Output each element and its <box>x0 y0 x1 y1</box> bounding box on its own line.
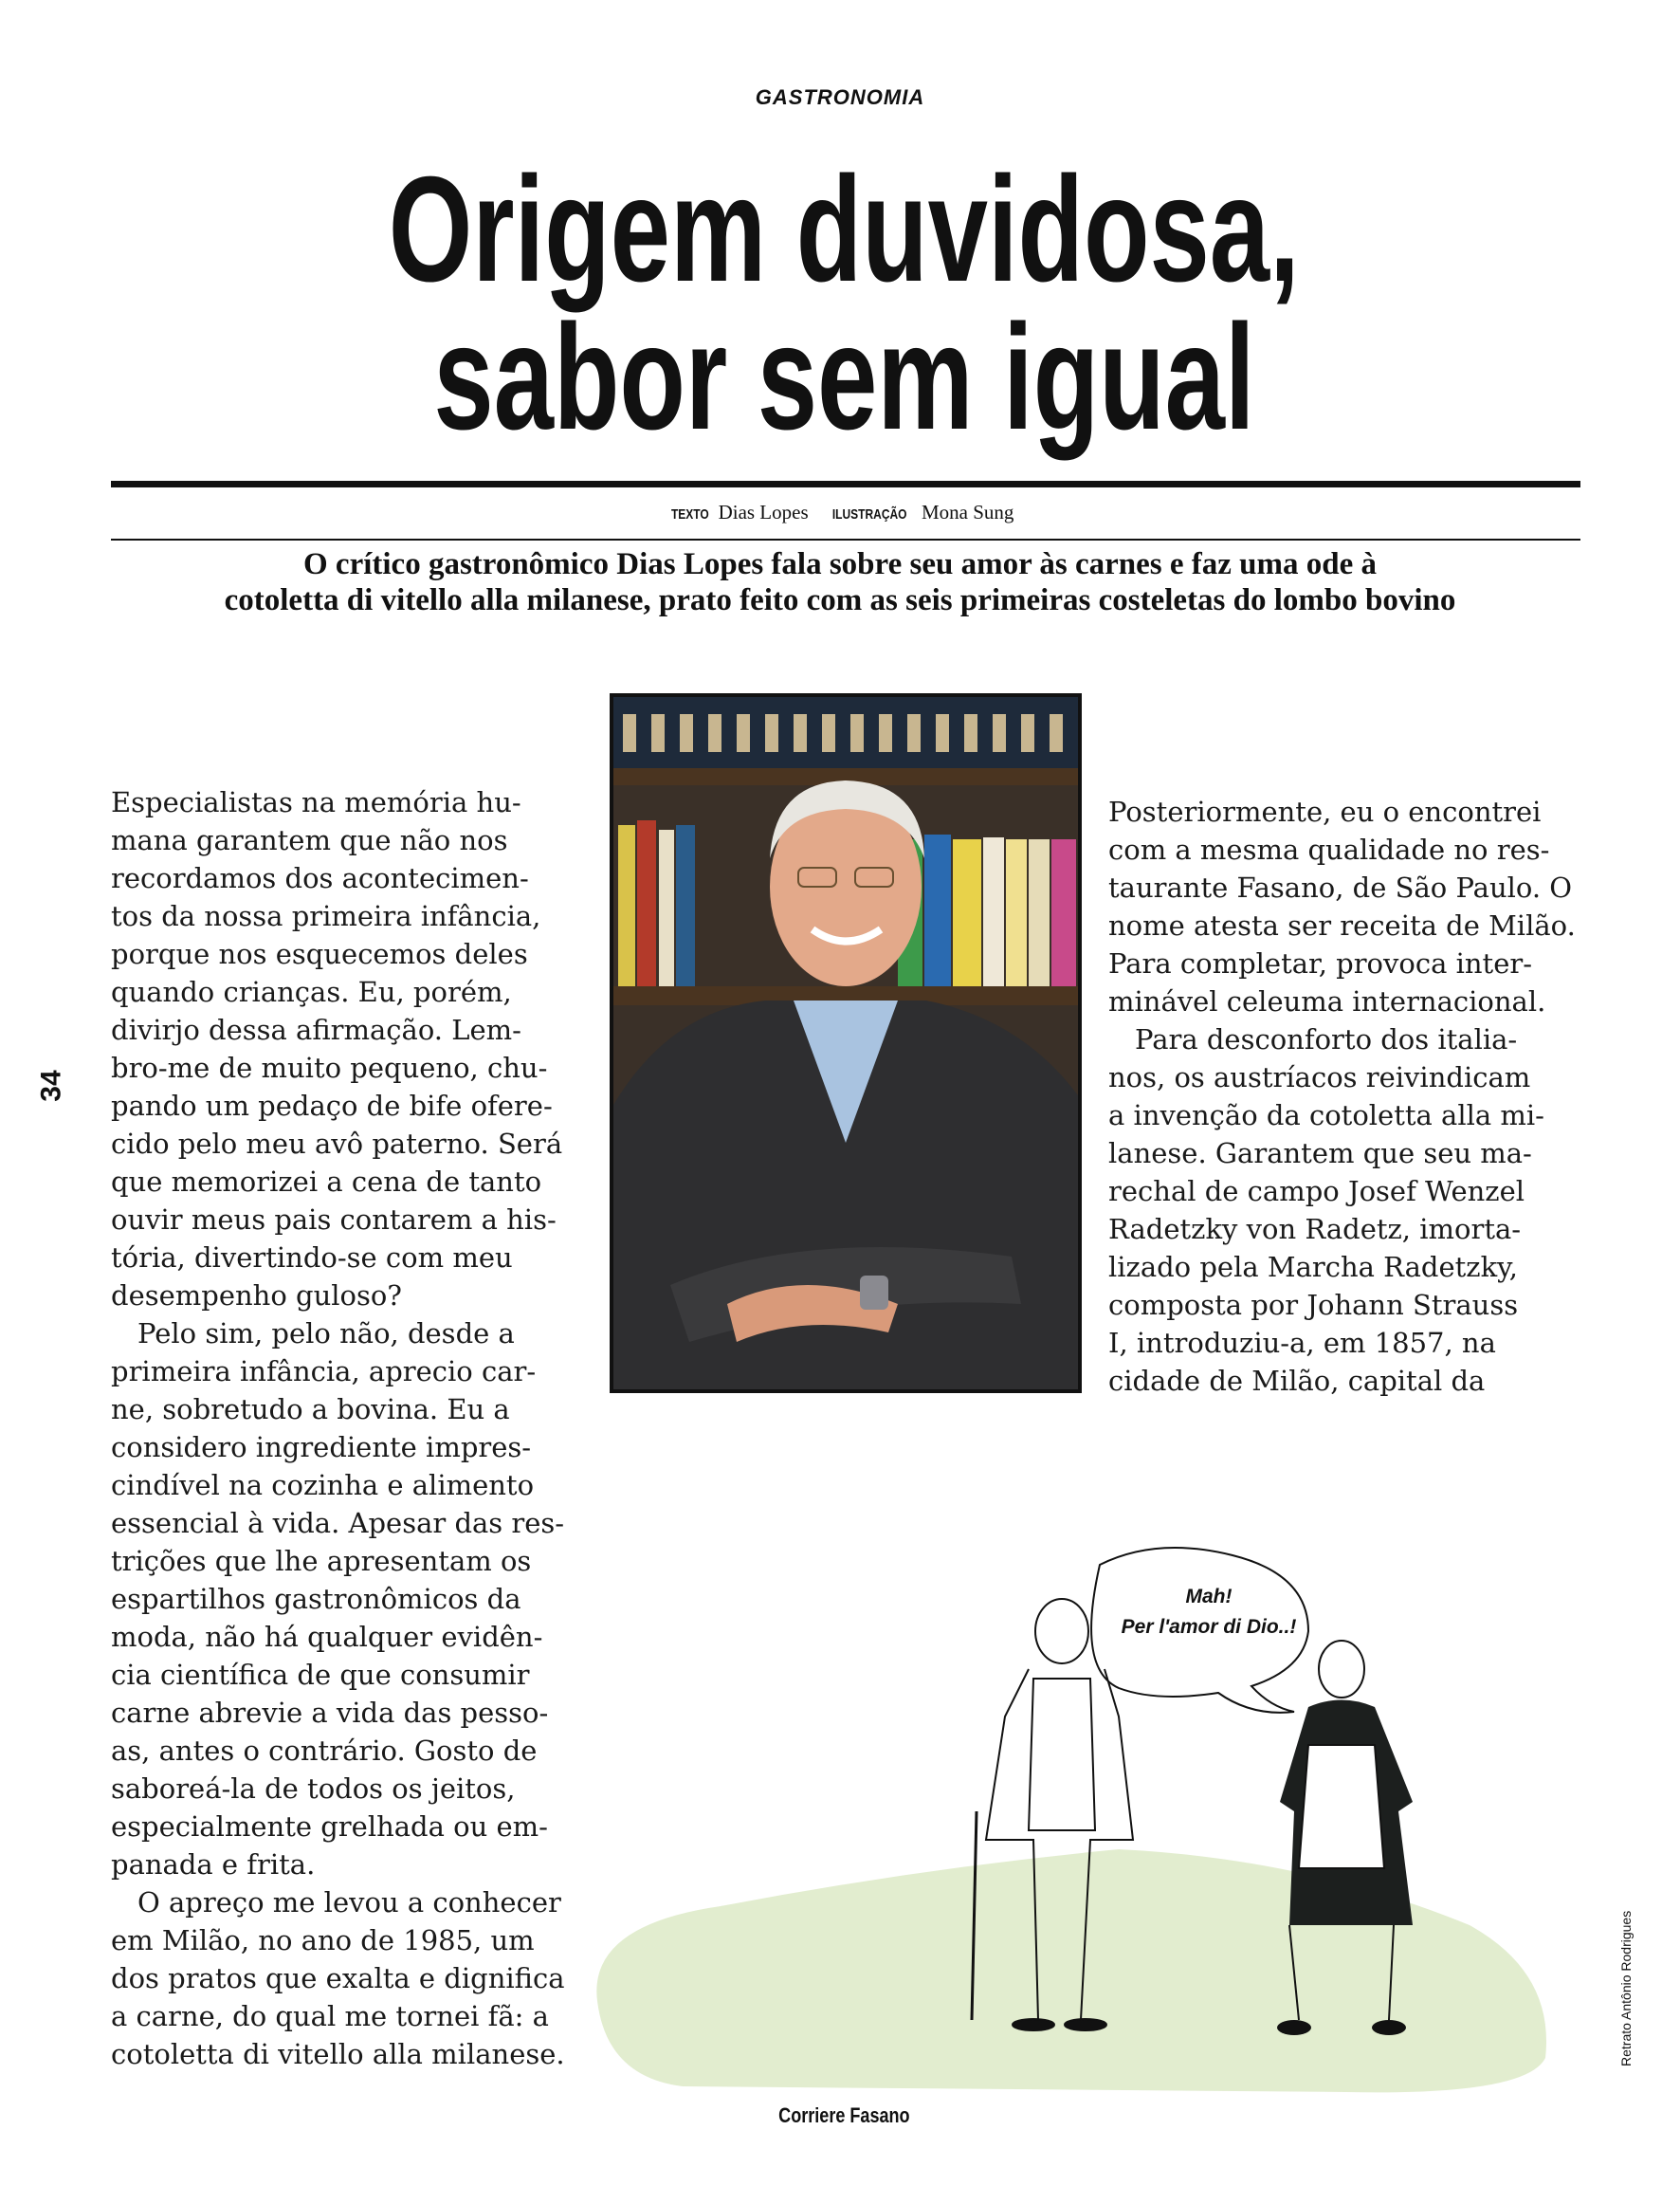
headline-text: Origem duvidosa, <box>388 146 1300 313</box>
text-line: cido pelo meu avô paterno. Será <box>111 1128 563 1160</box>
text-line: cidade de Milão, capital da <box>1108 1365 1486 1397</box>
text-line: em Milão, no ano de 1985, um <box>111 1924 535 1956</box>
text-line: Posteriormente, eu o encontrei <box>1108 796 1542 828</box>
text-line: bro-me de muito pequeno, chu- <box>111 1052 548 1084</box>
speech-line: Per l'amor di Dio..! <box>1121 1616 1297 1638</box>
text-line: espartilhos gastronômicos da <box>111 1583 521 1615</box>
text-line: cotoletta di vitello alla milanese. <box>111 2038 565 2070</box>
text-line: ouvir meus pais contarem a his- <box>111 1203 557 1236</box>
text-line: a invenção da cotoletta alla mi- <box>1108 1099 1544 1131</box>
text-line: quando crianças. Eu, porém, <box>111 976 512 1008</box>
text-line: porque nos esquecemos deles <box>111 938 528 970</box>
text-line: Pelo sim, pelo não, desde a <box>137 1317 515 1350</box>
headline-line-1 <box>0 146 1680 313</box>
byline-illustrator: Mona Sung <box>921 501 1014 523</box>
deck-line: O crítico gastronômico Dias Lopes fala sobre seu amor às carnes e faz uma ode à <box>303 547 1377 581</box>
text-line: minável celeuma internacional. <box>1108 985 1546 1018</box>
text-line: especialmente grelhada ou em- <box>111 1810 548 1843</box>
text-line: carne abrevie a vida das pesso- <box>111 1697 549 1729</box>
page-number: 34 <box>35 1070 67 1102</box>
text-line: lizado pela Marcha Radetzky, <box>1108 1251 1518 1283</box>
text-line: as, antes o contrário. Gosto de <box>111 1735 538 1767</box>
text-line: tos da nossa primeira infância, <box>111 900 541 932</box>
body-column-right <box>1108 793 1576 1400</box>
text-line: cindível na cozinha e alimento <box>111 1469 535 1501</box>
byline-illustration-label: ILUSTRAÇÃO <box>832 506 907 523</box>
divider-thin <box>111 539 1580 541</box>
text-line: I, introduziu-a, em 1857, na <box>1108 1327 1496 1359</box>
text-line: com a mesma qualidade no res- <box>1108 834 1550 866</box>
text-line: Radetzky von Radetz, imorta- <box>1108 1213 1522 1245</box>
body-column-left <box>111 783 565 2073</box>
headline-line-2 <box>0 294 1680 461</box>
text-line: Para completar, provoca inter- <box>1108 947 1533 980</box>
byline-author: Dias Lopes <box>718 501 809 523</box>
headline-text: sabor sem igual <box>432 294 1255 461</box>
text-line: pando um pedaço de bife ofere- <box>111 1090 553 1122</box>
text-line: cia científica de que consumir <box>111 1659 530 1691</box>
text-line: recordamos dos acontecimen- <box>111 862 529 894</box>
text-line: Especialistas na memória hu- <box>111 786 521 818</box>
deck <box>0 546 1680 618</box>
illustration <box>588 1527 1593 2105</box>
text-line: ne, sobretudo a bovina. Eu a <box>111 1393 510 1425</box>
byline-text-label: TEXTO <box>670 506 709 523</box>
text-line: desempenho guloso? <box>111 1279 402 1312</box>
text-line: rechal de campo Josef Wenzel <box>1108 1175 1525 1207</box>
footer-text: Corriere Fasano <box>777 2103 910 2127</box>
text-line: a carne, do qual me tornei fã: a <box>111 2000 549 2032</box>
text-line: essencial à vida. Apesar das res- <box>111 1507 565 1539</box>
text-line: composta por Johann Strauss <box>1108 1289 1519 1321</box>
text-line: tória, divertindo-se com meu <box>111 1241 513 1274</box>
text-line: Para desconforto dos italia- <box>1135 1023 1518 1056</box>
text-line: que memorizei a cena de tanto <box>111 1166 542 1198</box>
text-line: trições que lhe apresentam os <box>111 1545 532 1577</box>
speech-bubble-text <box>1100 1582 1318 1643</box>
text-line: panada e frita. <box>111 1848 316 1881</box>
text-line: divirjo dessa afirmação. Lem- <box>111 1014 521 1046</box>
text-line: primeira infância, aprecio car- <box>111 1355 537 1387</box>
text-line: dos pratos que exalta e dignifica <box>111 1962 565 1994</box>
divider-thick <box>111 481 1580 487</box>
text-line: moda, não há qualquer evidên- <box>111 1621 543 1653</box>
author-portrait-photo <box>610 693 1082 1393</box>
text-line: lanese. Garantem que seu ma- <box>1108 1137 1532 1169</box>
illustration-drawing <box>588 1527 1593 2105</box>
text-line: nome atesta ser receita de Milão. <box>1108 909 1576 942</box>
photo-credit: Retrato Antônio Rodrigues <box>1618 1910 1634 2066</box>
text-line: nos, os austríacos reivindicam <box>1108 1061 1531 1093</box>
text-line: saboreá-la de todos os jeitos, <box>111 1772 516 1805</box>
portrait-image <box>613 697 1078 1389</box>
speech-line: Mah! <box>1185 1586 1233 1607</box>
byline <box>0 501 1680 524</box>
section-label: GASTRONOMIA <box>755 85 925 109</box>
text-line: mana garantem que não nos <box>111 824 508 856</box>
text-line: taurante Fasano, de São Paulo. O <box>1108 872 1573 904</box>
text-line: considero ingrediente impres- <box>111 1431 532 1463</box>
footer-publication-name <box>0 2103 1680 2128</box>
text-line: O apreço me levou a conhecer <box>137 1886 561 1919</box>
deck-line: cotoletta di vitello alla milanese, prato feito com as seis primeiras costeletas do lombo bovino <box>224 583 1456 617</box>
